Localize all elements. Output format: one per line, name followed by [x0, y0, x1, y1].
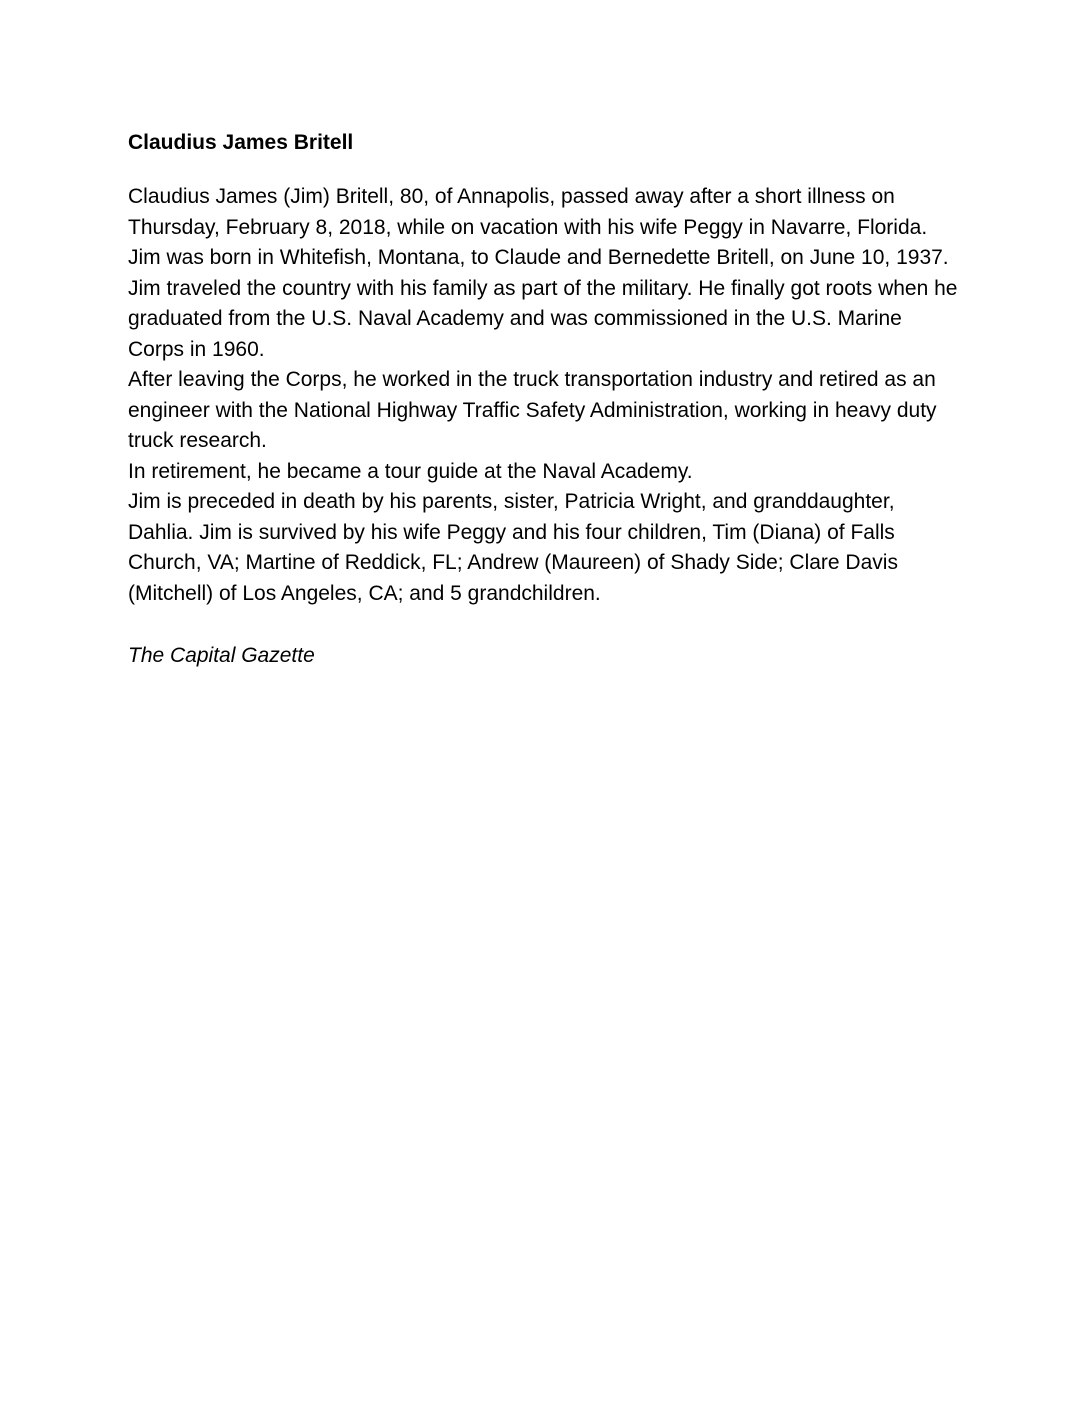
paragraph-early-life: Jim was born in Whitefish, Montana, to Claude and Bernedette Britell, on June 10, 1937. Jim traveled the country with his family as part of the military. He finally got roots when he graduated from the U.S. Naval Academy and was commissioned in the U.S. Marine Corps in 1960. [128, 246, 958, 361]
paragraph-career: After leaving the Corps, he worked in the truck transportation industry and retired as an engineer with the National Highway Traffic Safety Administration, working in heavy duty truck research. [128, 368, 937, 452]
document-content [128, 128, 960, 671]
obituary-title: Claudius James Britell [128, 131, 354, 154]
publication-source: The Capital Gazette [128, 644, 315, 667]
paragraph-retirement: In retirement, he became a tour guide at the Naval Academy. [128, 459, 693, 483]
paragraph-family: Jim is preceded in death by his parents, sister, Patricia Wright, and granddaughter, Dahlia. Jim is survived by his wife Peggy and his four children, Tim (Diana) of Falls Church, VA; Martine of Reddick, FL; Andrew (Maureen) of Shady Side; Clare Davis (Mitchell) of Los Angeles, CA; and 5 grandchildren. [128, 490, 898, 605]
paragraph-death-notice: Claudius James (Jim) Britell, 80, of Annapolis, passed away after a short illness on Thursday, February 8, 2018, while on vacation with his wife Peggy in Navarre, Florida. [128, 185, 928, 239]
